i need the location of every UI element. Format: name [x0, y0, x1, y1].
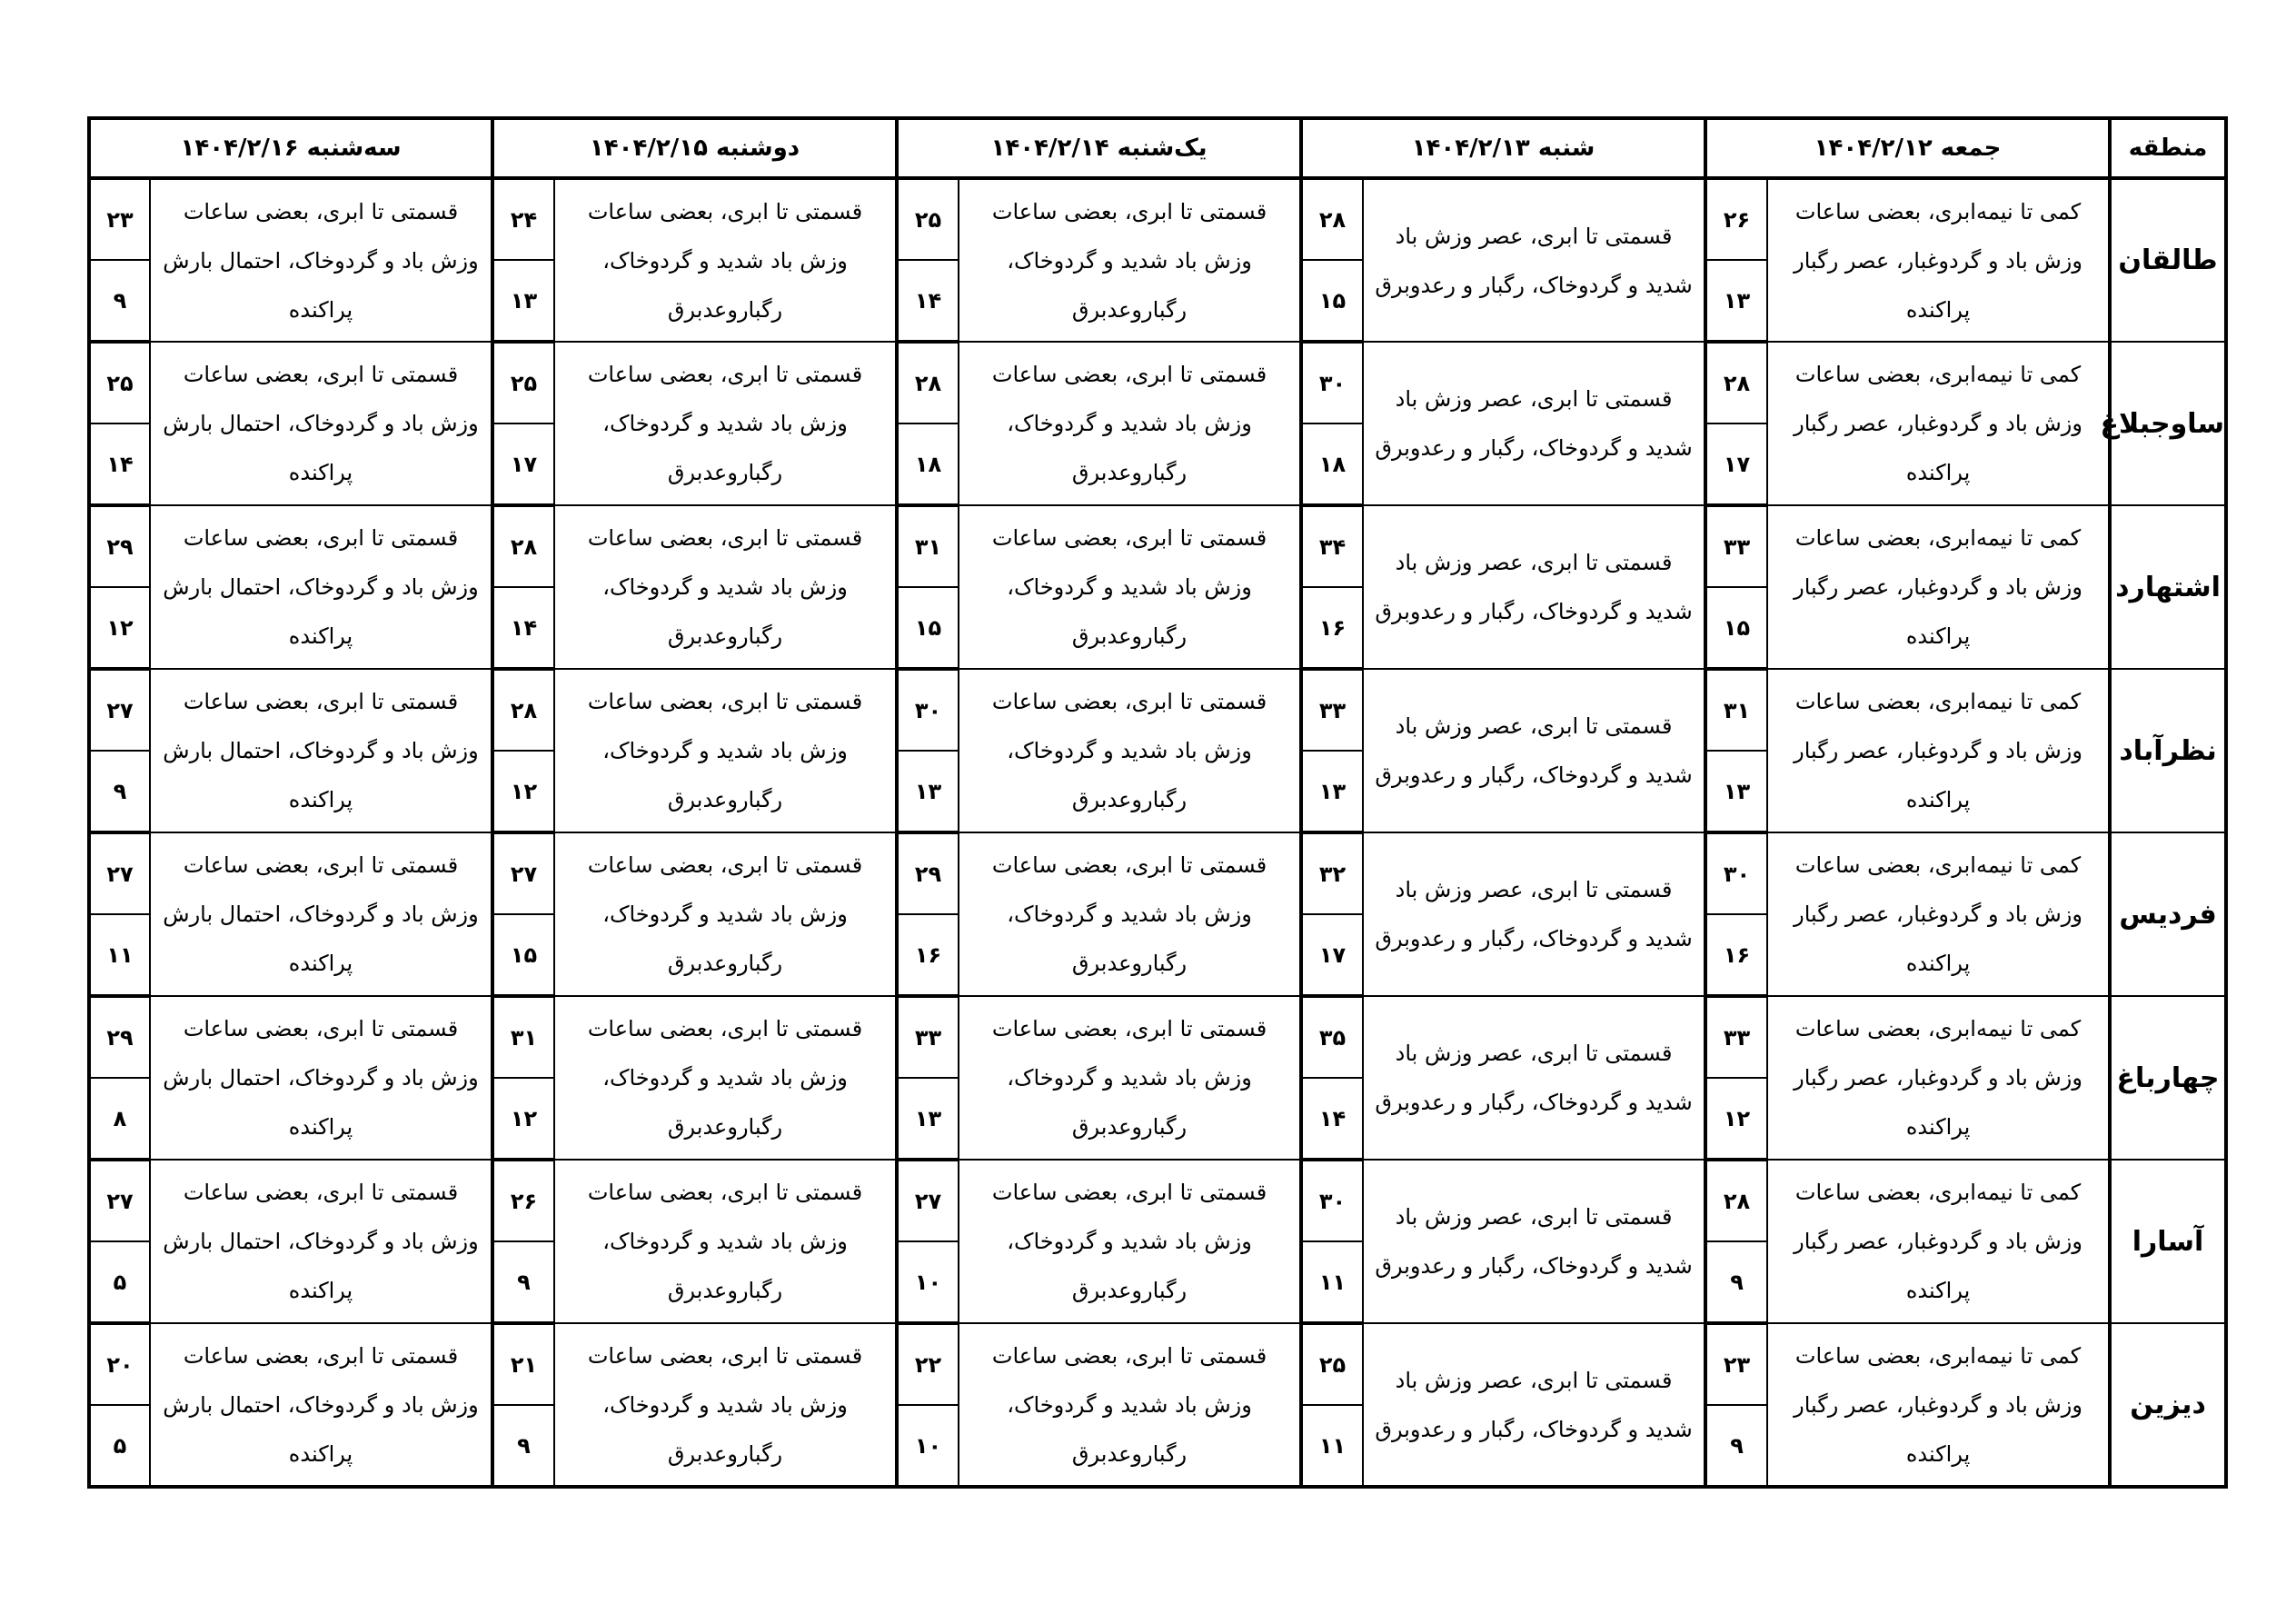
min-temperature: ۱۲	[492, 751, 554, 832]
forecast-description: قسمتی تا ابری، بعضی ساعات وزش باد و گردوخاک، احتمال بارش پراکنده	[150, 996, 492, 1160]
forecast-description: کمی تا نیمه‌ابری، بعضی ساعات وزش باد و گردوغبار، عصر رگبار پراکنده	[1767, 1160, 2110, 1323]
min-temperature: ۱۵	[1301, 260, 1363, 342]
max-temperature: ۲۸	[1705, 1160, 1767, 1241]
forecast-description: قسمتی تا ابری، عصر وزش باد شدید و گردوخاک، رگبار و رعدوبرق	[1363, 178, 1705, 342]
min-temperature: ۱۳	[1705, 260, 1767, 342]
region-name: آسارا	[2110, 1160, 2226, 1323]
min-temperature: ۹	[1705, 1241, 1767, 1323]
min-temperature: ۱۷	[1705, 423, 1767, 505]
min-temperature: ۱۷	[492, 423, 554, 505]
day-header: سه‌شنبه ۱۴۰۴/۲/۱۶	[89, 118, 492, 178]
forecast-description: قسمتی تا ابری، بعضی ساعات وزش باد شدید و گردوخاک، رگباروعدبرق	[554, 996, 897, 1160]
forecast-description: قسمتی تا ابری، بعضی ساعات وزش باد شدید و گردوخاک، رگباروعدبرق	[959, 996, 1301, 1160]
region-name: نظرآباد	[2110, 669, 2226, 832]
min-temperature: ۱۵	[897, 587, 959, 669]
forecast-description: قسمتی تا ابری، بعضی ساعات وزش باد و گردوخاک، احتمال بارش پراکنده	[150, 1323, 492, 1487]
day-header: دوشنبه ۱۴۰۴/۲/۱۵	[492, 118, 897, 178]
min-temperature: ۱۳	[492, 260, 554, 342]
region-row	[89, 832, 2226, 914]
max-temperature: ۲۳	[89, 178, 150, 260]
max-temperature: ۲۵	[492, 342, 554, 423]
min-temperature: ۱۶	[1301, 587, 1363, 669]
max-temperature: ۲۱	[492, 1323, 554, 1405]
forecast-description: قسمتی تا ابری، بعضی ساعات وزش باد شدید و گردوخاک، رگباروعدبرق	[554, 669, 897, 832]
day-header: شنبه ۱۴۰۴/۲/۱۳	[1301, 118, 1705, 178]
min-temperature: ۱۴	[897, 260, 959, 342]
day-header: جمعه ۱۴۰۴/۲/۱۲	[1705, 118, 2110, 178]
forecast-description: قسمتی تا ابری، بعضی ساعات وزش باد و گردوخاک، احتمال بارش پراکنده	[150, 1160, 492, 1323]
forecast-description: قسمتی تا ابری، بعضی ساعات وزش باد شدید و گردوخاک، رگباروعدبرق	[554, 342, 897, 505]
forecast-description: کمی تا نیمه‌ابری، بعضی ساعات وزش باد و گردوغبار، عصر رگبار پراکنده	[1767, 342, 2110, 505]
max-temperature: ۲۹	[897, 832, 959, 914]
forecast-description: قسمتی تا ابری، عصر وزش باد شدید و گردوخاک، رگبار و رعدوبرق	[1363, 996, 1705, 1160]
forecast-description: کمی تا نیمه‌ابری، بعضی ساعات وزش باد و گردوغبار، عصر رگبار پراکنده	[1767, 505, 2110, 669]
region-name: دیزین	[2110, 1323, 2226, 1487]
min-temperature: ۹	[492, 1241, 554, 1323]
forecast-description: قسمتی تا ابری، عصر وزش باد شدید و گردوخاک، رگبار و رعدوبرق	[1363, 1160, 1705, 1323]
min-temperature: ۹	[1705, 1405, 1767, 1487]
forecast-description: قسمتی تا ابری، بعضی ساعات وزش باد شدید و گردوخاک، رگباروعدبرق	[959, 342, 1301, 505]
region-row	[89, 505, 2226, 587]
region-name: چهارباغ	[2110, 996, 2226, 1160]
max-temperature: ۲۸	[1705, 342, 1767, 423]
min-temperature: ۱۸	[897, 423, 959, 505]
min-temperature: ۹	[492, 1405, 554, 1487]
max-temperature: ۳۰	[1301, 1160, 1363, 1241]
max-temperature: ۲۷	[897, 1160, 959, 1241]
max-temperature: ۲۰	[89, 1323, 150, 1405]
max-temperature: ۳۵	[1301, 996, 1363, 1078]
max-temperature: ۳۴	[1301, 505, 1363, 587]
min-temperature: ۵	[89, 1241, 150, 1323]
min-temperature: ۱۵	[492, 914, 554, 996]
min-temperature: ۱۱	[1301, 1405, 1363, 1487]
region-row	[89, 1160, 2226, 1241]
forecast-description: قسمتی تا ابری، بعضی ساعات وزش باد شدید و گردوخاک، رگباروعدبرق	[959, 178, 1301, 342]
region-column-header: منطقه	[2110, 118, 2226, 178]
max-temperature: ۳۰	[1705, 832, 1767, 914]
region-name: ساوجبلاغ	[2110, 342, 2226, 505]
forecast-description: قسمتی تا ابری، بعضی ساعات وزش باد شدید و گردوخاک، رگباروعدبرق	[554, 505, 897, 669]
max-temperature: ۳۰	[1301, 342, 1363, 423]
header-row	[89, 118, 2226, 178]
forecast-description: قسمتی تا ابری، بعضی ساعات وزش باد شدید و گردوخاک، رگباروعدبرق	[959, 1160, 1301, 1323]
forecast-description: قسمتی تا ابری، عصر وزش باد شدید و گردوخاک، رگبار و رعدوبرق	[1363, 342, 1705, 505]
max-temperature: ۳۳	[1301, 669, 1363, 751]
min-temperature: ۱۵	[1705, 587, 1767, 669]
forecast-table	[87, 116, 2228, 1489]
max-temperature: ۳۱	[1705, 669, 1767, 751]
max-temperature: ۲۸	[1301, 178, 1363, 260]
max-temperature: ۲۸	[492, 505, 554, 587]
forecast-description: قسمتی تا ابری، بعضی ساعات وزش باد شدید و گردوخاک، رگباروعدبرق	[554, 1323, 897, 1487]
min-temperature: ۱۳	[897, 751, 959, 832]
min-temperature: ۱۳	[897, 1078, 959, 1160]
region-name: اشتهارد	[2110, 505, 2226, 669]
forecast-description: قسمتی تا ابری، بعضی ساعات وزش باد شدید و گردوخاک، رگباروعدبرق	[959, 505, 1301, 669]
min-temperature: ۱۶	[897, 914, 959, 996]
forecast-description: قسمتی تا ابری، بعضی ساعات وزش باد شدید و گردوخاک، رگباروعدبرق	[554, 178, 897, 342]
forecast-description: کمی تا نیمه‌ابری، بعضی ساعات وزش باد و گردوغبار، عصر رگبار پراکنده	[1767, 832, 2110, 996]
max-temperature: ۲۵	[897, 178, 959, 260]
max-temperature: ۳۱	[897, 505, 959, 587]
max-temperature: ۳۳	[1705, 996, 1767, 1078]
max-temperature: ۲۵	[89, 342, 150, 423]
min-temperature: ۱۱	[89, 914, 150, 996]
region-row	[89, 342, 2226, 423]
forecast-description: قسمتی تا ابری، عصر وزش باد شدید و گردوخاک، رگبار و رعدوبرق	[1363, 669, 1705, 832]
max-temperature: ۳۲	[1301, 832, 1363, 914]
max-temperature: ۲۲	[897, 1323, 959, 1405]
max-temperature: ۲۷	[89, 1160, 150, 1241]
max-temperature: ۲۷	[89, 832, 150, 914]
region-row	[89, 669, 2226, 751]
min-temperature: ۱۸	[1301, 423, 1363, 505]
min-temperature: ۱۱	[1301, 1241, 1363, 1323]
max-temperature: ۲۷	[89, 669, 150, 751]
max-temperature: ۲۸	[897, 342, 959, 423]
max-temperature: ۲۴	[492, 178, 554, 260]
min-temperature: ۱۰	[897, 1405, 959, 1487]
max-temperature: ۲۷	[492, 832, 554, 914]
max-temperature: ۲۸	[492, 669, 554, 751]
forecast-description: قسمتی تا ابری، عصر وزش باد شدید و گردوخاک، رگبار و رعدوبرق	[1363, 505, 1705, 669]
forecast-description: کمی تا نیمه‌ابری، بعضی ساعات وزش باد و گردوغبار، عصر رگبار پراکنده	[1767, 178, 2110, 342]
forecast-description: قسمتی تا ابری، عصر وزش باد شدید و گردوخاک، رگبار و رعدوبرق	[1363, 832, 1705, 996]
forecast-description: قسمتی تا ابری، بعضی ساعات وزش باد شدید و گردوخاک، رگباروعدبرق	[959, 669, 1301, 832]
region-row	[89, 178, 2226, 260]
min-temperature: ۱۷	[1301, 914, 1363, 996]
min-temperature: ۱۳	[1301, 751, 1363, 832]
max-temperature: ۲۹	[89, 505, 150, 587]
region-name: طالقان	[2110, 178, 2226, 342]
min-temperature: ۱۶	[1705, 914, 1767, 996]
min-temperature: ۵	[89, 1405, 150, 1487]
region-row	[89, 996, 2226, 1078]
max-temperature: ۲۳	[1705, 1323, 1767, 1405]
forecast-description: کمی تا نیمه‌ابری، بعضی ساعات وزش باد و گردوغبار، عصر رگبار پراکنده	[1767, 669, 2110, 832]
forecast-description: کمی تا نیمه‌ابری، بعضی ساعات وزش باد و گردوغبار، عصر رگبار پراکنده	[1767, 996, 2110, 1160]
forecast-description: قسمتی تا ابری، بعضی ساعات وزش باد شدید و گردوخاک، رگباروعدبرق	[554, 832, 897, 996]
min-temperature: ۱۲	[492, 1078, 554, 1160]
forecast-description: قسمتی تا ابری، بعضی ساعات وزش باد و گردوخاک، احتمال بارش پراکنده	[150, 669, 492, 832]
day-header: یک‌شنبه ۱۴۰۴/۲/۱۴	[897, 118, 1301, 178]
min-temperature: ۹	[89, 260, 150, 342]
min-temperature: ۹	[89, 751, 150, 832]
forecast-description: قسمتی تا ابری، بعضی ساعات وزش باد و گردوخاک، احتمال بارش پراکنده	[150, 178, 492, 342]
max-temperature: ۳۳	[897, 996, 959, 1078]
forecast-description: قسمتی تا ابری، عصر وزش باد شدید و گردوخاک، رگبار و رعدوبرق	[1363, 1323, 1705, 1487]
region-name: فردیس	[2110, 832, 2226, 996]
forecast-description: قسمتی تا ابری، بعضی ساعات وزش باد شدید و گردوخاک، رگباروعدبرق	[554, 1160, 897, 1323]
min-temperature: ۸	[89, 1078, 150, 1160]
min-temperature: ۱۴	[1301, 1078, 1363, 1160]
region-row	[89, 1323, 2226, 1405]
forecast-description: قسمتی تا ابری، بعضی ساعات وزش باد شدید و گردوخاک، رگباروعدبرق	[959, 1323, 1301, 1487]
max-temperature: ۲۶	[1705, 178, 1767, 260]
forecast-description: قسمتی تا ابری، بعضی ساعات وزش باد و گردوخاک، احتمال بارش پراکنده	[150, 832, 492, 996]
min-temperature: ۱۰	[897, 1241, 959, 1323]
min-temperature: ۱۲	[89, 587, 150, 669]
min-temperature: ۱۲	[1705, 1078, 1767, 1160]
max-temperature: ۳۱	[492, 996, 554, 1078]
min-temperature: ۱۳	[1705, 751, 1767, 832]
max-temperature: ۲۹	[89, 996, 150, 1078]
min-temperature: ۱۴	[492, 587, 554, 669]
forecast-description: کمی تا نیمه‌ابری، بعضی ساعات وزش باد و گردوغبار، عصر رگبار پراکنده	[1767, 1323, 2110, 1487]
forecast-description: قسمتی تا ابری، بعضی ساعات وزش باد و گردوخاک، احتمال بارش پراکنده	[150, 342, 492, 505]
max-temperature: ۳۰	[897, 669, 959, 751]
min-temperature: ۱۴	[89, 423, 150, 505]
max-temperature: ۳۳	[1705, 505, 1767, 587]
max-temperature: ۲۵	[1301, 1323, 1363, 1405]
forecast-description: قسمتی تا ابری، بعضی ساعات وزش باد شدید و گردوخاک، رگباروعدبرق	[959, 832, 1301, 996]
forecast-description: قسمتی تا ابری، بعضی ساعات وزش باد و گردوخاک، احتمال بارش پراکنده	[150, 505, 492, 669]
table-body	[89, 178, 2226, 1487]
max-temperature: ۲۶	[492, 1160, 554, 1241]
